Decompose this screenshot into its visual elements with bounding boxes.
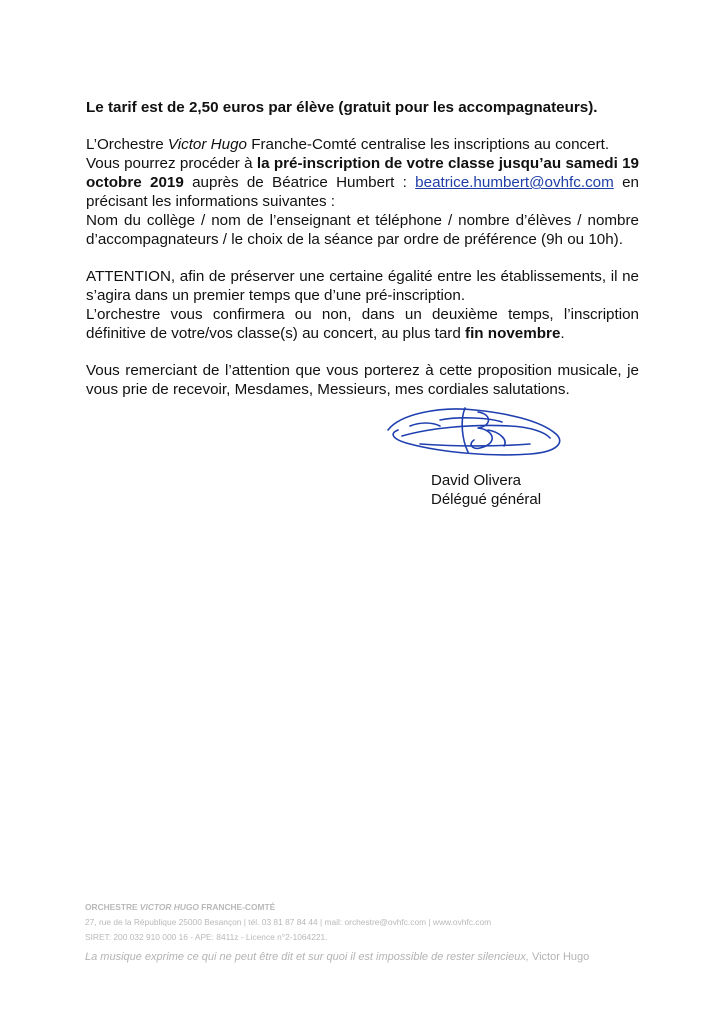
- footer-org-name: ORCHESTRE VICTOR HUGO FRANCHE-COMTÉ: [85, 902, 276, 912]
- signature-image: [380, 400, 570, 462]
- tariff-line: Le tarif est de 2,50 euros par élève (gratuit pour les accompagnateurs).: [86, 99, 598, 116]
- footer-address: 27, rue de la République 25000 Besançon | tél. 03 81 87 84 44 | mail: orchestre@ovhfc.com | www.ovhfc.com: [85, 917, 492, 927]
- intro-line: L’Orchestre Victor Hugo Franche-Comté centralise les inscriptions au concert.: [86, 136, 610, 153]
- confirmation-deadline: fin novembre: [465, 325, 561, 342]
- signer-block: [431, 471, 541, 509]
- closing-paragraph: Vous remerciant de l’attention que vous porterez à cette proposition musicale, je vous prie de recevoir, Mesdames, Messieurs, mes cordiales salutations.: [86, 362, 639, 398]
- footer-quote: [85, 950, 685, 964]
- footer: [85, 900, 645, 945]
- quote-author: Victor Hugo: [528, 951, 590, 963]
- letter-body: [86, 98, 639, 399]
- signer-name: David Olivera: [431, 472, 522, 489]
- quote-text: La musique exprime ce qui ne peut être dit et sur quoi il est impossible de rester silencieux,: [85, 951, 529, 963]
- confirmation-paragraph: L’orchestre vous confirmera ou non, dans un deuxième temps, l’inscription définitive de votre/vos classe(s) au concert, au plus tard fin novembre.: [86, 306, 639, 342]
- signer-title: Délégué général: [431, 491, 542, 508]
- orchestra-name: Victor Hugo: [167, 136, 247, 153]
- deadline-text: la pré-inscription de votre classe jusqu’au samedi 19 octobre 2019: [86, 155, 639, 191]
- registration-paragraph: Vous pourrez procéder à la pré-inscription de votre classe jusqu’au samedi 19 octobre 2019 auprès de Béatrice Humbert : beatrice.humbert@ovhfc.com en précisant les informations suivantes :: [86, 155, 639, 210]
- email-link[interactable]: beatrice.humbert@ovhfc.com: [415, 174, 614, 191]
- footer-siret: SIRET: 200 032 910 000 16 - APE: 8411z - Licence n°2-1064221.: [85, 932, 328, 942]
- attention-paragraph: ATTENTION, afin de préserver une certaine égalité entre les établissements, il ne s’agira dans un premier temps que d’une pré-inscription.: [86, 268, 639, 304]
- info-list-paragraph: Nom du collège / nom de l’enseignant et téléphone / nombre d’élèves / nombre d’accompagnateurs / le choix de la séance par ordre de préférence (9h ou 10h).: [86, 212, 639, 248]
